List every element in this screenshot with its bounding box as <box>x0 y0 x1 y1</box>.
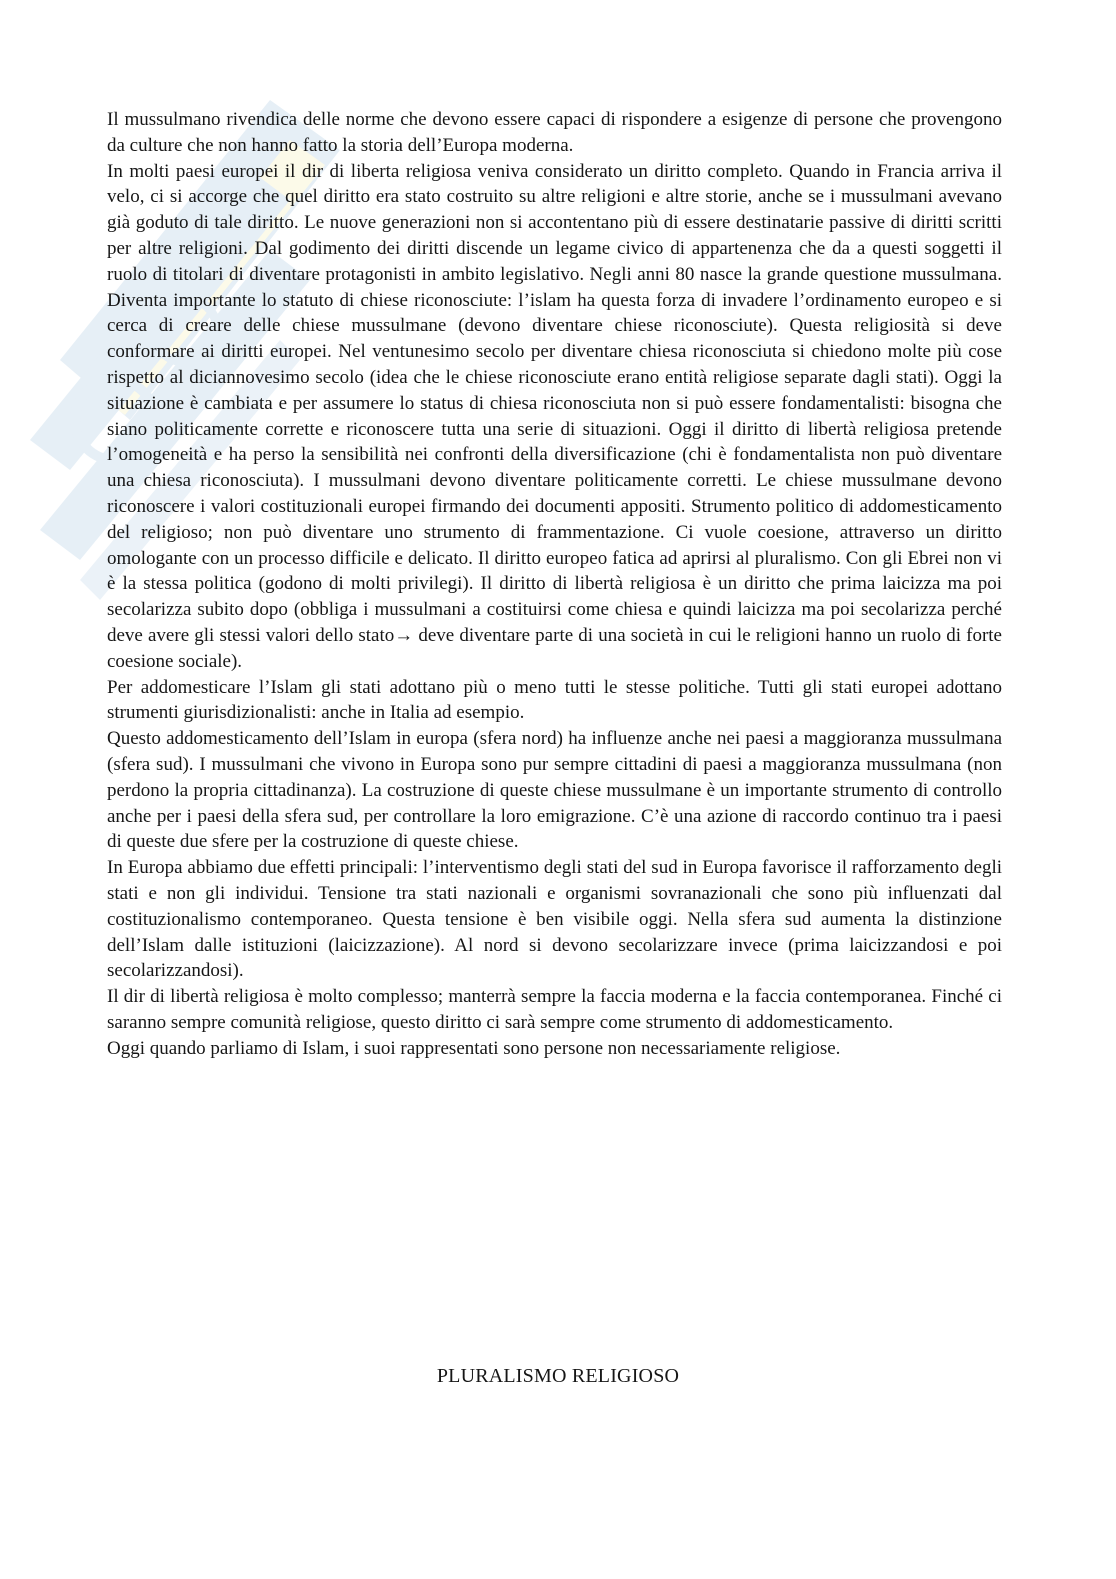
paragraph: Questo addomesticamento dell’Islam in europa (sfera nord) ha influenze anche nei paesi a maggioranza mussulmana (sfera sud). I mussulmani che vivono in Europa sono pur sempre cittadini di paesi a maggioranza mussulmana (non perdono la propria cittadinanza). La costruzione di queste chiese mussulmane è un importante strumento di controllo anche per i paesi della sfera sud, per controllare la loro emigrazione. C’è una azione di raccordo continuo tra i paesi di queste due sfere per la costruzione di queste chiese. <box>107 728 1002 853</box>
paragraph: Per addomesticare l’Islam gli stati adottano più o meno tutti le stesse politiche. Tutti gli stati europei adottano strumenti giurisdizionalisti: anche in Italia ad esempio. <box>107 676 1002 724</box>
paragraph: Oggi quando parliamo di Islam, i suoi rappresentati sono persone non necessariamente religiose. <box>107 1037 841 1059</box>
paragraph: In Europa abbiamo due effetti principali: l’interventismo degli stati del sud in Europa favorisce il rafforzamento degli stati e non gli individui. Tensione tra stati nazionali e organismi sovranazionali che sono più influenzati dal costituzionalismo contemporaneo. Questa tensione è ben visibile oggi. Nella sfera sud aumenta la distinzione dell’Islam dalle istituzioni (laicizzazione). Al nord si devono secolarizzare invece (prima laicizzandosi e poi secolarizzandosi). <box>107 857 1002 982</box>
paragraph: Il mussulmano rivendica delle norme che devono essere capaci di rispondere a esigenze di persone che provengono da culture che non hanno fatto la storia dell’Europa moderna. <box>107 109 1002 156</box>
paragraph: Il dir di libertà religiosa è molto complesso; manterrà sempre la faccia moderna e la faccia contemporanea. Finché ci saranno sempre comunità religiose, questo diritto ci sarà sempre come strumento di addomesticamento. <box>107 986 1002 1033</box>
document-body <box>107 107 1002 1061</box>
paragraph: In molti paesi europei il dir di liberta religiosa veniva considerato un diritto completo. Quando in Francia arriva il velo, ci si accorge che quel diritto era stato costruito su altre religioni e altre storie, anche se i mussulmani avevano già goduto di tale diritto. Le nuove generazioni non si accontentano più di essere destinatarie passive di diritti scritti per altre religioni. Dal godimento dei diritti discende un legame civico di appartenenza che da a questi soggetti il ruolo di titolari di diventare protagonisti in ambito legislativo. Negli anni 80 nasce la grande questione mussulmana. Diventa importante lo statuto di chiese riconosciute: l’islam ha questa forza di invadere l’ordinamento europeo e si cerca di creare delle chiese mussulmane (devono diventare chiese riconosciute). Questa religiosità si deve conformare ai diritti europei. Nel ventunesimo secolo per diventare chiesa riconosciuta si chiedono molte più cose rispetto al diciannovesimo secolo (idea che le chiese riconosciute erano entità religiose separate dagli stati). Oggi la situazione è cambiata e per assumere lo status di chiesa riconosciuta non si può essere fondamentalisti: bisogna che siano politicamente corrette e riconoscere tutta una serie di situazioni. Oggi il diritto di libertà religiosa pretende l’omogeneità e ha perso la sensibilità nei confronti della diversificazione (chi è fondamentalista non può diventare una chiesa riconosciuta). I mussulmani devono diventare politicamente corretti. Le chiese mussulmane devono riconoscere i valori costituzionali europei firmando dei documenti appositi. Strumento politico di addomesticamento del religioso; non può diventare uno strumento di frammentazione. Ci vuole coesione, attraverso un diritto omologante con un processo difficile e delicato. Il diritto europeo fatica ad aprirsi al pluralismo. Con gli Ebrei non vi è la stessa politica (godono di molti privilegi). Il diritto di libertà religiosa è un diritto che prima laicizza ma poi secolarizza subito dopo (obbliga i mussulmani a costituirsi come chiesa e quindi laicizza ma poi secolarizza perché deve avere gli stessi valori dello stato→ deve diventare parte di una società in cui le religioni hanno un ruolo di forte coesione sociale). <box>107 160 1002 672</box>
section-title: PLURALISMO RELIGIOSO <box>436 1365 680 1387</box>
